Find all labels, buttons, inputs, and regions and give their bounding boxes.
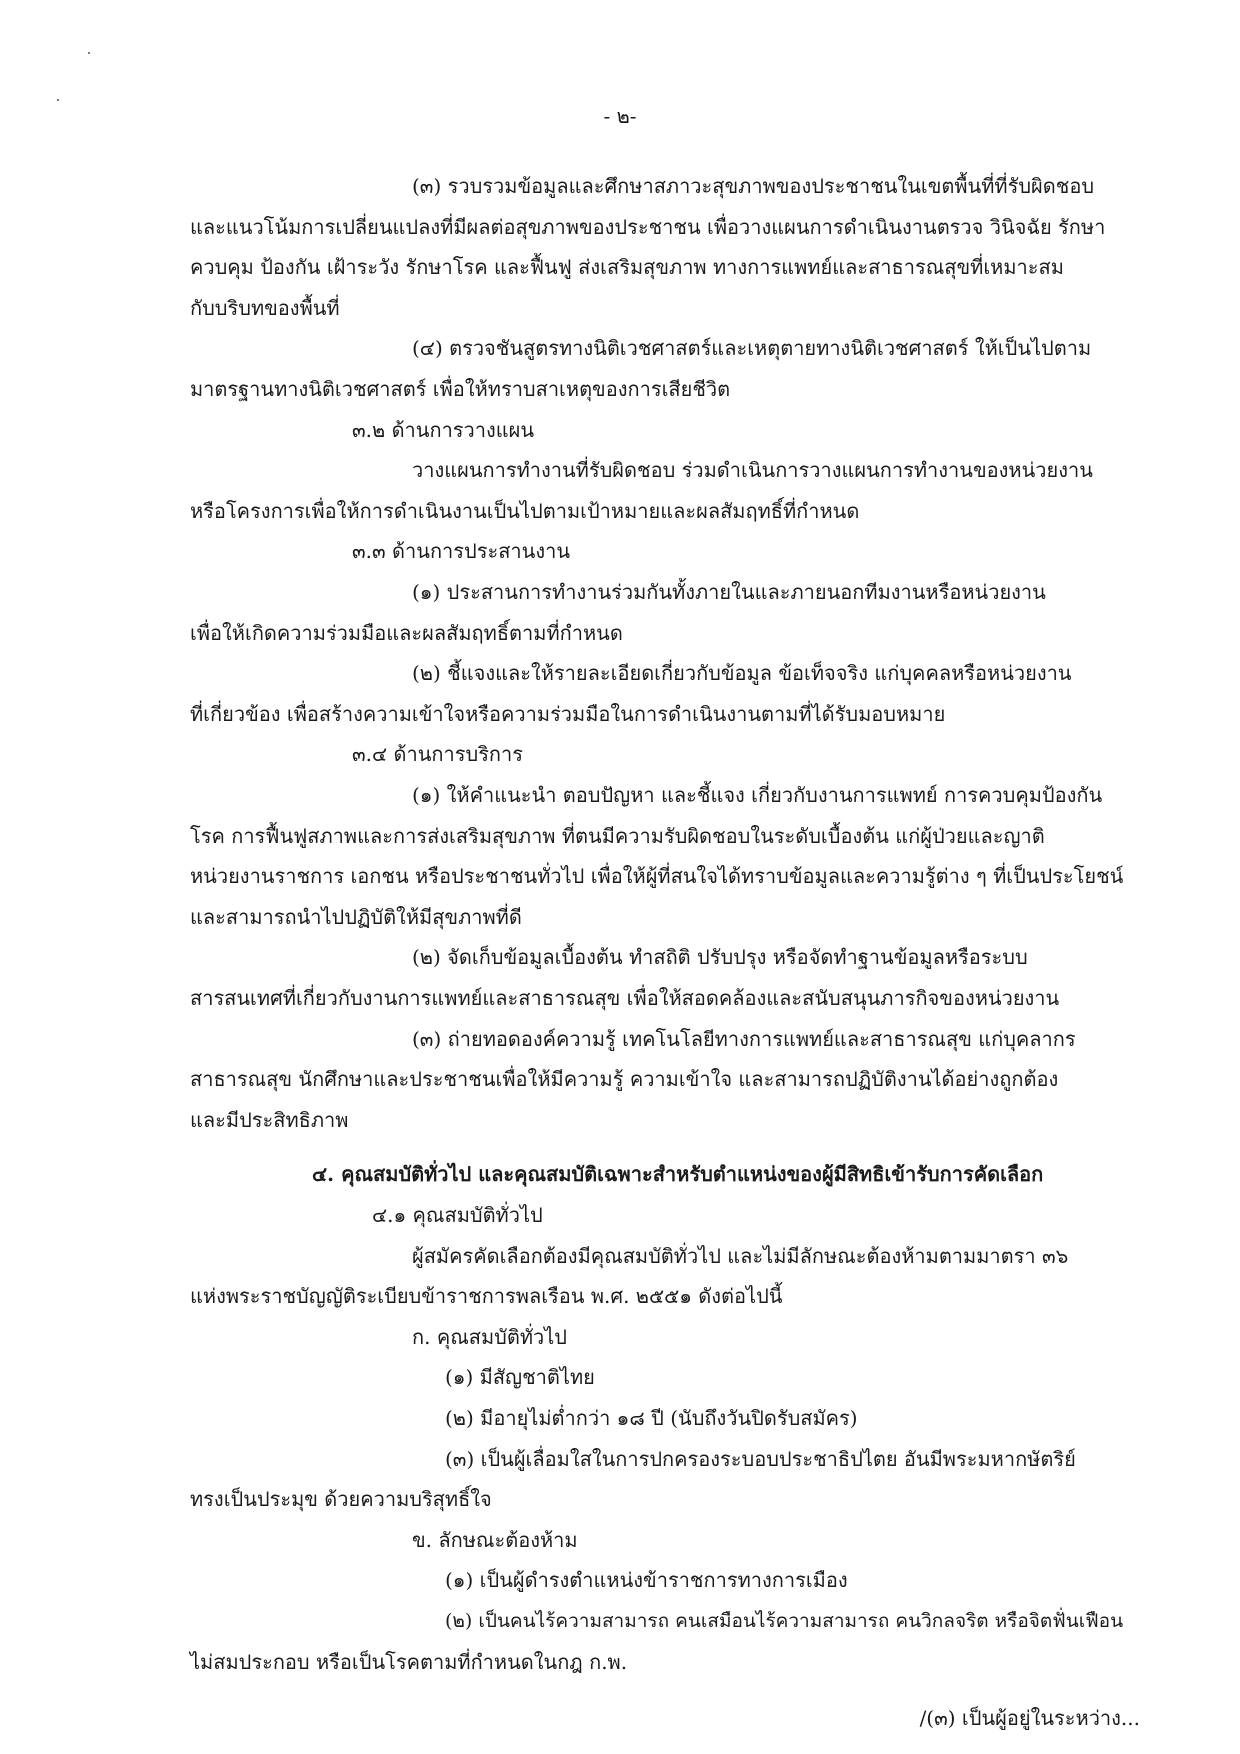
text-line: และแนวโน้มการเปลี่ยนแปลงที่มีผลต่อสุขภาพของประชาชน เพื่อวางแผนการดำเนินงานตรวจ วินิจฉัย รักษา	[190, 215, 1106, 239]
scan-speck	[88, 52, 90, 54]
list-item: (๑) เป็นผู้ดำรงตำแหน่งข้าราชการทางการเมือง	[445, 1568, 848, 1592]
text-line: ผู้สมัครคัดเลือกต้องมีคุณสมบัติทั่วไป และไม่มีลักษณะต้องห้ามตามมาตรา ๓๖	[412, 1244, 1069, 1268]
text-line: เพื่อให้เกิดความร่วมมือและผลสัมฤทธิ์ตามที่กำหนด	[190, 621, 623, 645]
subsection-heading: ก. คุณสมบัติทั่วไป	[412, 1325, 567, 1349]
text-line: ทรงเป็นประมุข ด้วยความบริสุทธิ์ใจ	[190, 1487, 492, 1511]
text-line: วางแผนการทำงานที่รับผิดชอบ ร่วมดำเนินการวางแผนการทำงานของหน่วยงาน	[412, 458, 1093, 482]
text-line: ไม่สมประกอบ หรือเป็นโรคตามที่กำหนดในกฎ ก.พ.	[190, 1650, 628, 1674]
section-title: ๔. คุณสมบัติทั่วไป และคุณสมบัติเฉพาะสำหรับตำแหน่งของผู้มีสิทธิเข้ารับการคัดเลือก	[312, 1162, 1044, 1186]
text-line: (๓) ถ่ายทอดองค์ความรู้ เทคโนโลยีทางการแพทย์และสาธารณสุข แก่บุคลากร	[412, 1027, 1076, 1051]
text-line: (๑) ให้คำแนะนำ ตอบปัญหา และชี้แจง เกี่ยวกับงานการแพทย์ การควบคุมป้องกัน	[412, 783, 1103, 807]
text-line: หรือโครงการเพื่อให้การดำเนินงานเป็นไปตามเป้าหมายและผลสัมฤทธิ์ที่กำหนด	[190, 499, 860, 523]
list-item: (๒) เป็นคนไร้ความสามารถ คนเสมือนไร้ความสามารถ คนวิกลจริต หรือจิตฟั่นเฟือน	[445, 1610, 1124, 1632]
section-heading: ๓.๒ ด้านการวางแผน	[352, 418, 535, 442]
page-number: - ๒-	[603, 104, 637, 128]
text-line: (๔) ตรวจชันสูตรทางนิติเวชศาสตร์และเหตุตายทางนิติเวชศาสตร์ ให้เป็นไปตาม	[412, 336, 1092, 360]
text-line: และสามารถนำไปปฏิบัติให้มีสุขภาพที่ดี	[190, 905, 522, 929]
text-line: มาตรฐานทางนิติเวชศาสตร์ เพื่อให้ทราบสาเหตุของการเสียชีวิต	[190, 377, 731, 401]
text-line: สาธารณสุข นักศึกษาและประชาชนเพื่อให้มีความรู้ ความเข้าใจ และสามารถปฏิบัติงานได้อย่างถูกต้อง	[190, 1067, 1059, 1091]
section-heading: ๓.๔ ด้านการบริการ	[352, 742, 524, 766]
subsection-heading: ข. ลักษณะต้องห้าม	[412, 1528, 578, 1552]
text-line: (๒) จัดเก็บข้อมูลเบื้องต้น ทำสถิติ ปรับปรุง หรือจัดทำฐานข้อมูลหรือระบบ	[412, 945, 1028, 969]
text-line: ที่เกี่ยวข้อง เพื่อสร้างความเข้าใจหรือความร่วมมือในการดำเนินงานตามที่ได้รับมอบหมาย	[190, 702, 946, 726]
list-item: (๑) มีสัญชาติไทย	[445, 1365, 595, 1389]
text-line: และมีประสิทธิภาพ	[190, 1108, 349, 1132]
text-line: กับบริบทของพื้นที่	[190, 296, 340, 320]
text-line: หน่วยงานราชการ เอกชน หรือประชาชนทั่วไป เพื่อให้ผู้ที่สนใจได้ทราบข้อมูลและความรู้ต่าง ๆ ที่เป็นประโยชน์	[190, 864, 1124, 888]
text-line: สารสนเทศที่เกี่ยวกับงานการแพทย์และสาธารณสุข เพื่อให้สอดคล้องและสนับสนุนภารกิจของหน่วยงาน	[190, 986, 1060, 1010]
text-line: (๑) ประสานการทำงานร่วมกันทั้งภายในและภายนอกทีมงานหรือหน่วยงาน	[412, 580, 1046, 604]
text-line: (๓) รวบรวมข้อมูลและศึกษาสภาวะสุขภาพของประชาชนในเขตพื้นที่ที่รับผิดชอบ	[412, 174, 1095, 198]
section-heading: ๓.๓ ด้านการประสานงาน	[352, 539, 570, 563]
list-item: (๒) มีอายุไม่ต่ำกว่า ๑๘ ปี (นับถึงวันปิดรับสมัคร)	[445, 1406, 858, 1430]
section-heading: ๔.๑ คุณสมบัติทั่วไป	[372, 1203, 543, 1227]
list-item: (๓) เป็นผู้เลื่อมใสในการปกครองระบอบประชาธิปไตย อันมีพระมหากษัตริย์	[445, 1447, 1076, 1471]
text-line: ควบคุม ป้องกัน เฝ้าระวัง รักษาโรค และฟื้นฟู ส่งเสริมสุขภาพ ทางการแพทย์และสาธารณสุขที่เหมาะสม	[190, 255, 1064, 279]
text-line: แห่งพระราชบัญญัติระเบียบข้าราชการพลเรือน พ.ศ. ๒๕๕๑ ดังต่อไปนี้	[190, 1284, 783, 1308]
continuation-note: /(๓) เป็นผู้อยู่ในระหว่าง...	[919, 1706, 1140, 1730]
text-line: โรค การฟื้นฟูสภาพและการส่งเสริมสุขภาพ ที่ตนมีความรับผิดชอบในระดับเบื้องต้น แก่ผู้ป่วยและญาติ	[190, 824, 1045, 848]
text-line: (๒) ชี้แจงและให้รายละเอียดเกี่ยวกับข้อมูล ข้อเท็จจริง แก่บุคคลหรือหน่วยงาน	[412, 661, 1072, 685]
